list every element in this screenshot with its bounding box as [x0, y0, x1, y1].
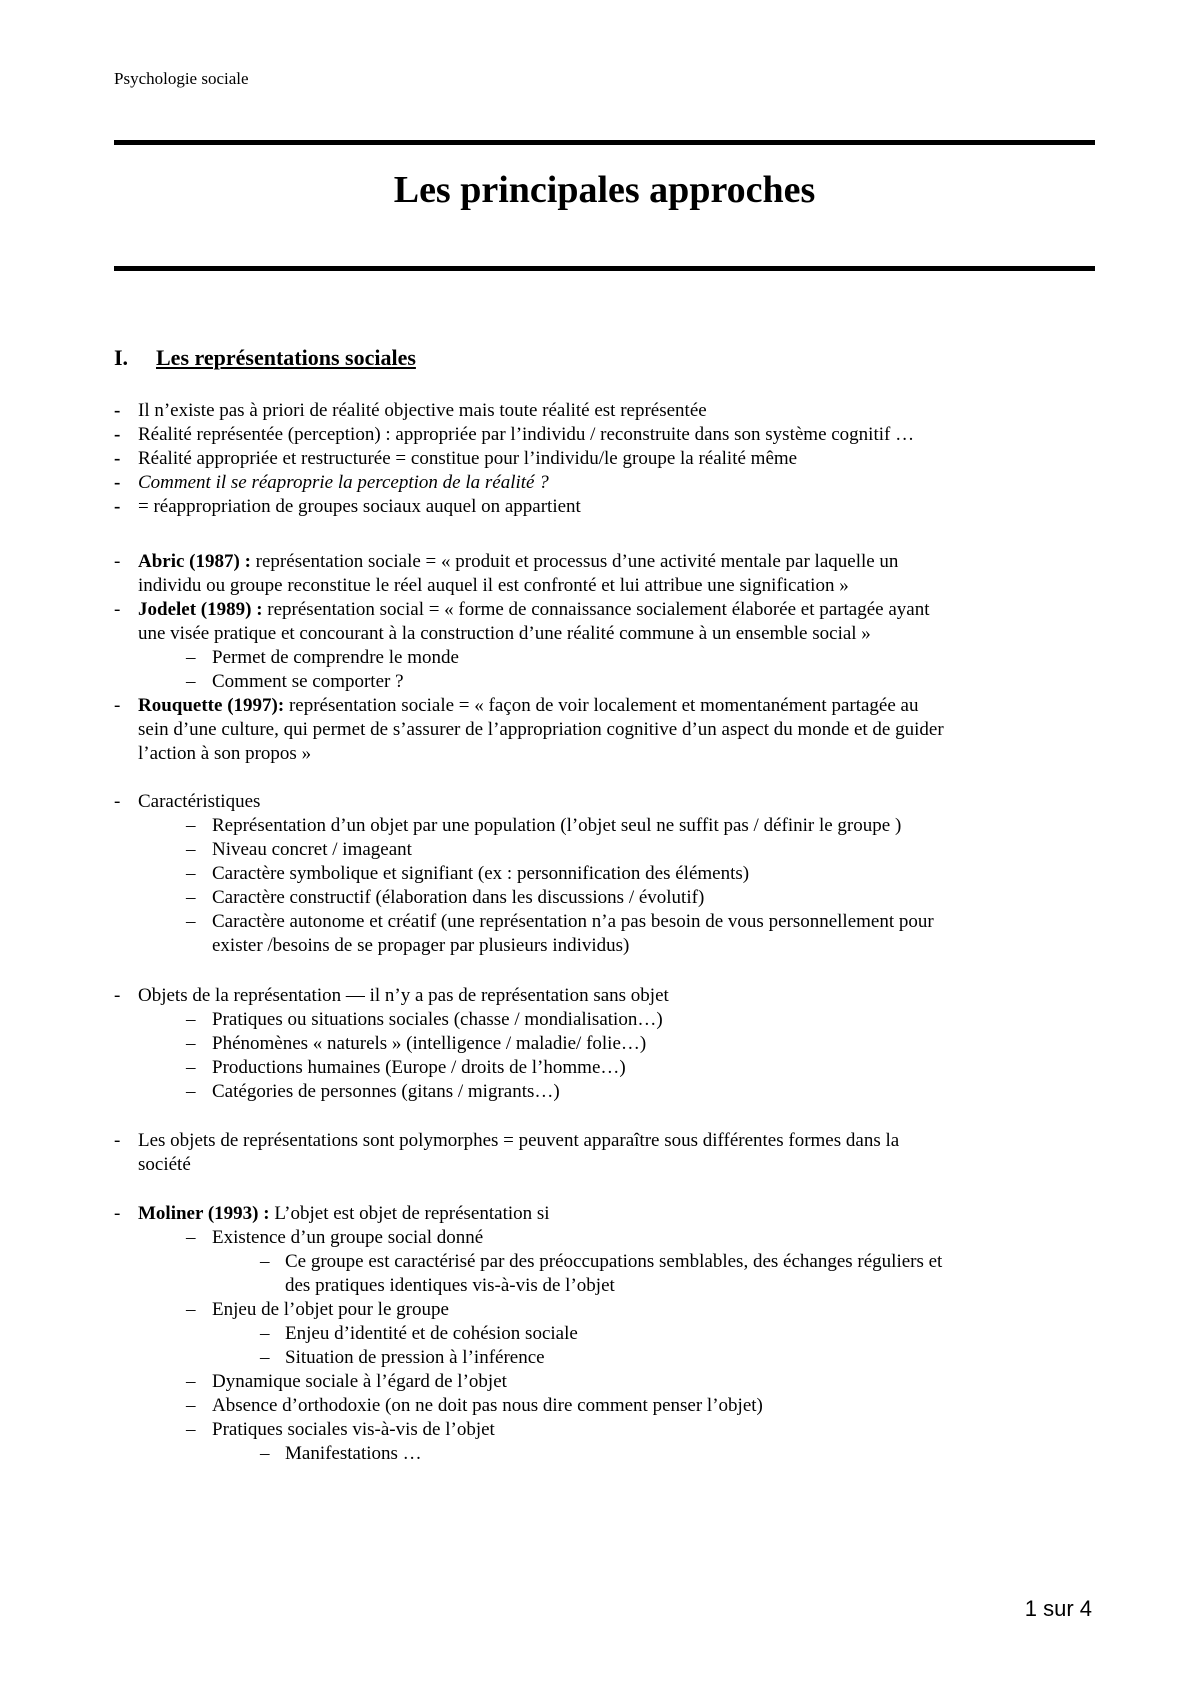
sub-sub-list-item: Situation de pression à l’inférence — [285, 1347, 545, 1368]
title-rule-bottom — [114, 266, 1095, 271]
bullet-dash: - — [114, 551, 121, 572]
sub-sub-bullet-dash: – — [260, 1347, 270, 1368]
sub-list-item: Enjeu de l’objet pour le groupe — [212, 1299, 449, 1320]
sub-bullet-dash: – — [186, 1033, 196, 1054]
sub-bullet-dash: – — [186, 887, 196, 908]
sub-bullet-dash: – — [186, 911, 196, 932]
title-rule-top — [114, 140, 1095, 145]
list-item: = réappropriation de groupes sociaux auquel on appartient — [138, 496, 581, 517]
sub-bullet-dash: – — [186, 1419, 196, 1440]
bullet-dash: - — [114, 448, 121, 469]
sub-list-item: Représentation d’un objet par une population (l’objet seul ne suffit pas / définir le groupe ) — [212, 815, 902, 836]
running-header: Psychologie sociale — [114, 69, 249, 88]
sub-list-item: Absence d’orthodoxie (on ne doit pas nous dire comment penser l’objet) — [212, 1395, 763, 1416]
list-item: Réalité représentée (perception) : appropriée par l’individu / reconstruite dans son système cognitif … — [138, 424, 915, 445]
bullet-dash: - — [114, 472, 121, 493]
sub-list-item: Phénomènes « naturels » (intelligence / maladie/ folie…) — [212, 1033, 647, 1054]
list-heading-caracteristiques: Caractéristiques — [138, 791, 261, 812]
sub-bullet-dash: – — [186, 1299, 196, 1320]
author-name: Rouquette (1997): — [138, 695, 285, 716]
definition-text: représentation sociale = « façon de voir localement et momentanément partagée au — [288, 695, 919, 716]
sub-list-item: Existence d’un groupe social donné — [212, 1227, 484, 1248]
sub-list-item: Niveau concret / imageant — [212, 839, 412, 860]
section-title: Les représentations sociales — [156, 345, 416, 370]
sub-bullet-dash: – — [186, 671, 196, 692]
author-name: Abric (1987) : — [138, 551, 251, 572]
bullet-dash: - — [114, 599, 121, 620]
definition-abric — [138, 551, 898, 573]
sub-sub-list-item: Enjeu d’identité et de cohésion sociale — [285, 1323, 578, 1344]
list-item: Comment il se réaproprie la perception de la réalité ? — [138, 472, 549, 493]
definition-text: représentation sociale = « produit et processus d’une activité mentale par laquelle un — [255, 551, 899, 572]
sub-list-item: Catégories de personnes (gitans / migrants…) — [212, 1081, 560, 1102]
list-heading-objets: Objets de la représentation — il n’y a pas de représentation sans objet — [138, 985, 669, 1006]
sub-sub-bullet-dash: – — [260, 1251, 270, 1272]
sub-sub-list-item: Manifestations … — [285, 1443, 422, 1464]
sub-bullet-dash: – — [186, 1227, 196, 1248]
bullet-dash: - — [114, 1130, 121, 1151]
sub-bullet-dash: – — [186, 1395, 196, 1416]
section-heading — [114, 345, 416, 371]
sub-list-item: Pratiques sociales vis-à-vis de l’objet — [212, 1419, 495, 1440]
section-number: I. — [114, 345, 129, 370]
sub-bullet-dash: – — [186, 647, 196, 668]
author-name: Jodelet (1989) : — [138, 599, 263, 620]
definition-continuation: individu ou groupe reconstitue le réel auquel il est confronté et lui attribue une signification » — [138, 575, 849, 596]
sub-bullet-dash: – — [186, 1057, 196, 1078]
bullet-dash: - — [114, 791, 121, 812]
sub-sub-bullet-dash: – — [260, 1443, 270, 1464]
definition-text: représentation social = « forme de connaissance socialement élaborée et partagée ayant — [267, 599, 930, 620]
sub-bullet-dash: – — [186, 1009, 196, 1030]
sub-list-item: Pratiques ou situations sociales (chasse / mondialisation…) — [212, 1009, 663, 1030]
bullet-dash: - — [114, 695, 121, 716]
sub-sub-list-item: Ce groupe est caractérisé par des préoccupations semblables, des échanges réguliers et — [285, 1251, 943, 1272]
sub-list-item: Permet de comprendre le monde — [212, 647, 459, 668]
definition-jodelet — [138, 599, 930, 621]
sub-sub-list-continuation: des pratiques identiques vis-à-vis de l’objet — [285, 1275, 615, 1296]
sub-bullet-dash: – — [186, 839, 196, 860]
sub-list-item: Comment se comporter ? — [212, 671, 404, 692]
sub-sub-bullet-dash: – — [260, 1323, 270, 1344]
bullet-dash: - — [114, 1203, 121, 1224]
bullet-dash: - — [114, 400, 121, 421]
sub-list-continuation: exister /besoins de se propager par plusieurs individus) — [212, 935, 630, 956]
definition-continuation: une visée pratique et concourant à la construction d’une réalité commune à un ensemble social » — [138, 623, 871, 644]
page-number: 1 sur 4 — [1024, 1596, 1092, 1621]
sub-bullet-dash: – — [186, 1371, 196, 1392]
definition-moliner — [138, 1203, 550, 1225]
page-title: Les principales approches — [393, 169, 816, 211]
bullet-dash: - — [114, 496, 121, 517]
sub-bullet-dash: – — [186, 863, 196, 884]
sub-bullet-dash: – — [186, 815, 196, 836]
list-continuation: société — [138, 1154, 191, 1175]
definition-continuation: sein d’une culture, qui permet de s’assurer de l’appropriation cognitive d’un aspect du monde et de guider — [138, 719, 944, 740]
sub-list-item: Caractère autonome et créatif (une représentation n’a pas besoin de vous personnellement pour — [212, 911, 934, 932]
sub-list-item: Dynamique sociale à l’égard de l’objet — [212, 1371, 507, 1392]
bullet-dash: - — [114, 424, 121, 445]
list-item: Il n’existe pas à priori de réalité objective mais toute réalité est représentée — [138, 400, 707, 421]
list-item: Réalité appropriée et restructurée = constitue pour l’individu/le groupe la réalité même — [138, 448, 798, 469]
sub-list-item: Productions humaines (Europe / droits de l’homme…) — [212, 1057, 626, 1078]
definition-continuation: l’action à son propos » — [138, 743, 312, 764]
bullet-dash: - — [114, 985, 121, 1006]
sub-list-item: Caractère symbolique et signifiant (ex : personnification des éléments) — [212, 863, 750, 884]
definition-rouquette — [138, 695, 918, 717]
sub-list-item: Caractère constructif (élaboration dans les discussions / évolutif) — [212, 887, 705, 908]
sub-bullet-dash: – — [186, 1081, 196, 1102]
list-item: Les objets de représentations sont polymorphes = peuvent apparaître sous différentes formes dans la — [138, 1130, 900, 1151]
author-name: Moliner (1993) : — [138, 1203, 270, 1224]
definition-text: L’objet est objet de représentation si — [274, 1203, 550, 1224]
